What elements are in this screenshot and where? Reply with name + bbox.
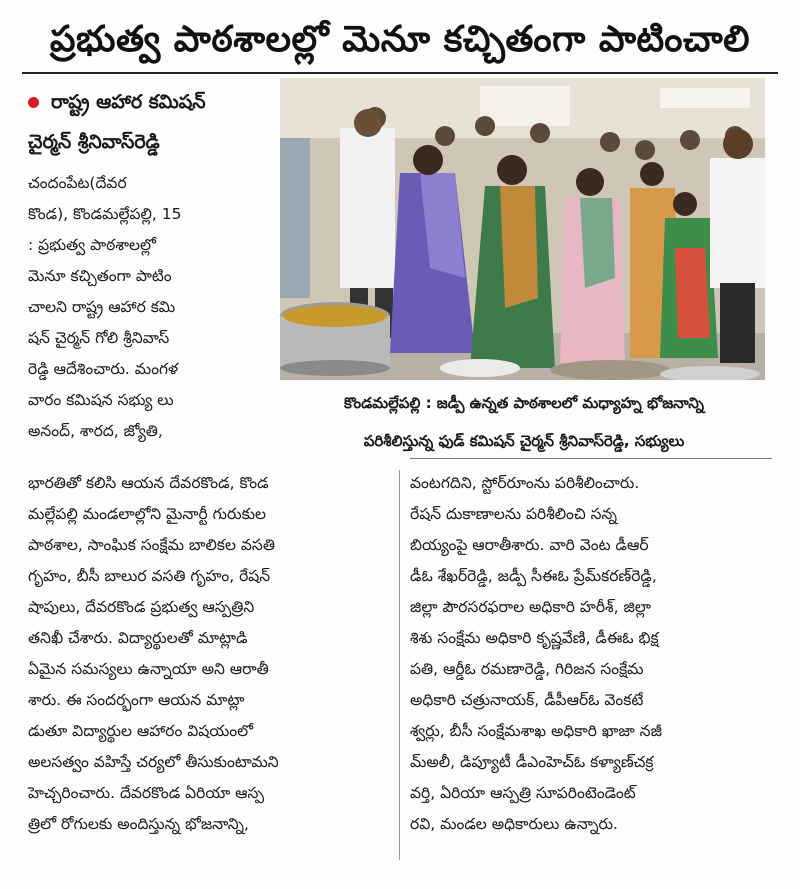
byline-line-1: [28, 82, 278, 122]
byline-line-1-text: రాష్ట్ర ఆహార కమిషన్: [51, 91, 206, 113]
body-text-left-top: చందంపేట(దేవర కొండ), కొండమల్లేపల్లి, 15 : ప్రభుత్వ పాఠశాలల్లో మెనూ కచ్చితంగా పాటిం చాలని రాష్ట్ర ఆహార కమి షన్ చైర్మన్ గోలి శ్రీనివాస్ రెడ్డి ఆదేశించారు. మంగళ వారం కమిషన సభ్యు లు అనంద్, శారద, జ్యోతి,: [28, 174, 182, 440]
news-photo: [280, 78, 765, 380]
headline: ప్రభుత్వ పాఠశాలల్లో మెనూ కచ్చితంగా పాటించాలి: [49, 19, 751, 60]
red-bullet-icon: [28, 97, 39, 108]
body-text-left-bottom: భారతితో కలిసి ఆయన దేవరకొండ, కొండ మల్లేపల్లి మండలాల్లోని మైనార్టీ గురుకుల పాఠశాల, సాంఘిక సంక్షేమ బాలికల వసతి గృహం, బీసీ బాలుర వసతి గృహం, రేషన్ షాపులు, దేవరకొండ ప్రభుత్వ ఆస్పత్రిని తనిఖీ చేశారు. విద్యార్థులతో మాట్లాడి ఏమైన సమస్యలు ఉన్నాయా అని ఆరాతీ శారు. ఈ సందర్భంగా ఆయన మాట్లా డుతూ విద్యార్థుల ఆహారం విషయంలో అలసత్వం వహిస్తే చర్యలో తీసుకుంటామని హెచ్చరించారు. దేవరకొండ ఏరియా ఆస్ప త్రిలో రోగులకు అందిస్తున్న భోజనాన్ని,: [28, 474, 279, 833]
body-column-right: [410, 468, 772, 840]
headline-rule: [22, 72, 778, 74]
photo-caption-line-1: కొండమల్లేపల్లి : జడ్పీ ఉన్నత పాఠశాలలో మధ్యాహ్న భోజనాన్ని: [344, 394, 704, 412]
byline-line-2: చైర్మన్ శ్రీనివాస్‌రెడ్డి: [28, 131, 160, 153]
news-photo-illustration: [280, 78, 765, 380]
body-column-left-top: [28, 168, 276, 447]
body-text-right: వంటగదిని, స్టోర్‌రూంను పరిశీలించారు. రేషన్ దుకాణాలను పరిశీలించి సన్న బియ్యంపై ఆరాతీశారు. వారి వెంట డీఆర్ డీఓ శేఖర్‌రెడ్డి, జడ్పీ సీఈఓ ప్రేమ్‌కరణ్‌రెడ్డి, జిల్లా పౌరసరఫరాల అధికారి హరీశ్, జిల్లా శిశు సంక్షేమ అధికారి కృష్ణవేణి, డీఈఓ భిక్ష పతి, ఆర్డీఓ రమణారెడ్డి, గిరిజన సంక్షేమ అధికారి చత్రునాయక్, డీపీఆర్ఓ వెంకటే శ్వర్లు, బీసీ సంక్షేమశాఖ అధికారి ఖాజా నజీ మ్‌అలీ, డిప్యూటీ డీఎంహెచ్ఓ కళ్యాణ్‌చక్ర వర్తి, ఏరియా ఆస్పత్రి సూపరింటెండెంట్ రవి, మండల అధికారులు ఉన్నారు.: [410, 474, 662, 833]
photo-caption: [282, 384, 766, 460]
caption-rule: [410, 458, 772, 459]
byline: [28, 82, 278, 162]
column-divider: [399, 470, 400, 860]
body-column-left-bottom: [28, 468, 390, 840]
photo-caption-line-2: పరిశీలిస్తున్న ఫుడ్ కమిషన్ చైర్మన్ శ్రీనివాస్‌రెడ్డి, సభ్యులు: [363, 432, 685, 450]
